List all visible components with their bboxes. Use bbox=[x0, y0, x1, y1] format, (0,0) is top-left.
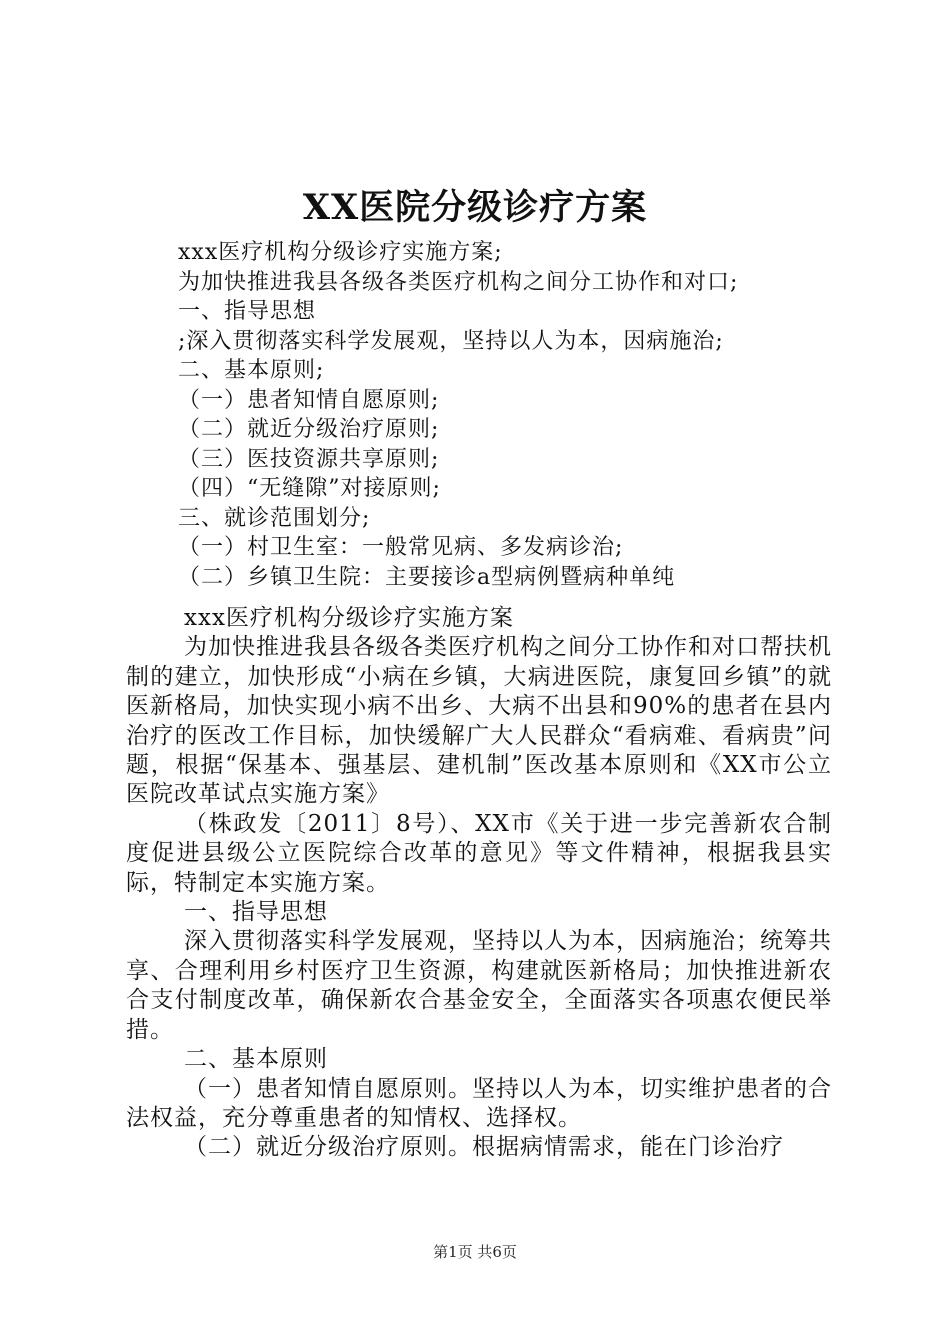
document-body bbox=[126, 604, 832, 1163]
body-paragraph: 深入贯彻落实科学发展观，坚持以人为本，因病施治；统筹共享、合理利用乡村医疗卫生资源，构建就医新格局；加快推进新农合支付制度改革，确保新农合基金安全，全面落实各项惠农便民举措。 bbox=[126, 928, 832, 1043]
outline-line: 二、基本原则; bbox=[178, 358, 325, 383]
outline-line: （一）村卫生室：一般常见病、多发病诊治; bbox=[178, 535, 624, 560]
outline-line: 为加快推进我县各级各类医疗机构之间分工协作和对口; bbox=[178, 269, 739, 295]
outline-line: （一）患者知情自愿原则; bbox=[178, 387, 440, 413]
outline-line: 三、就诊范围划分; bbox=[178, 505, 371, 531]
body-paragraph: （一）患者知情自愿原则。坚持以人为本，切实维护患者的合法权益，充分尊重患者的知情权、选择权。 bbox=[126, 1075, 832, 1131]
outline-line: xxx医疗机构分级诊疗实施方案; bbox=[178, 240, 503, 265]
page-footer: 第1页 共6页 bbox=[433, 1243, 517, 1261]
document-title: XX医院分级诊疗方案 bbox=[302, 187, 648, 228]
body-paragraph: （二）就近分级治疗原则。根据病情需求，能在门诊治疗 bbox=[184, 1134, 784, 1161]
outline-line: ;深入贯彻落实科学发展观，坚持以人为本，因病施治; bbox=[178, 328, 724, 354]
body-subtitle: xxx医疗机构分级诊疗实施方案 bbox=[184, 605, 514, 631]
outline-line: （二）就近分级治疗原则; bbox=[178, 417, 440, 442]
outline-list bbox=[178, 238, 738, 592]
outline-line: （三）医技资源共享原则; bbox=[178, 446, 440, 472]
section-heading: 一、指导思想 bbox=[184, 899, 328, 926]
outline-line: 一、指导思想 bbox=[178, 299, 317, 324]
outline-line: （二）乡镇卫生院：主要接诊a型病例暨病种单纯 bbox=[178, 564, 676, 590]
section-heading: 二、基本原则 bbox=[184, 1046, 328, 1073]
body-paragraph: （株政发〔2011〕8号）、XX市《关于进一步完善新农合制度促进县级公立医院综合改革的意见》等文件精神，根据我县实际，特制定本实施方案。 bbox=[126, 810, 832, 896]
outline-line: （四）“无缝隙”对接原则; bbox=[178, 476, 441, 501]
body-paragraph: 为加快推进我县各级各类医疗机构之间分工协作和对口帮扶机制的建立，加快形成“小病在乡镇，大病进医院，康复回乡镇”的就医新格局，加快实现小病不出乡、大病不出县和90%的患者在县内治疗的医改工作目标，加快缓解广大人民群众“看病难、看病贵”问题，根据“保基本、强基层、建机制”医改基本原则和《XX市公立医院改革试点实施方案》 bbox=[126, 634, 832, 808]
